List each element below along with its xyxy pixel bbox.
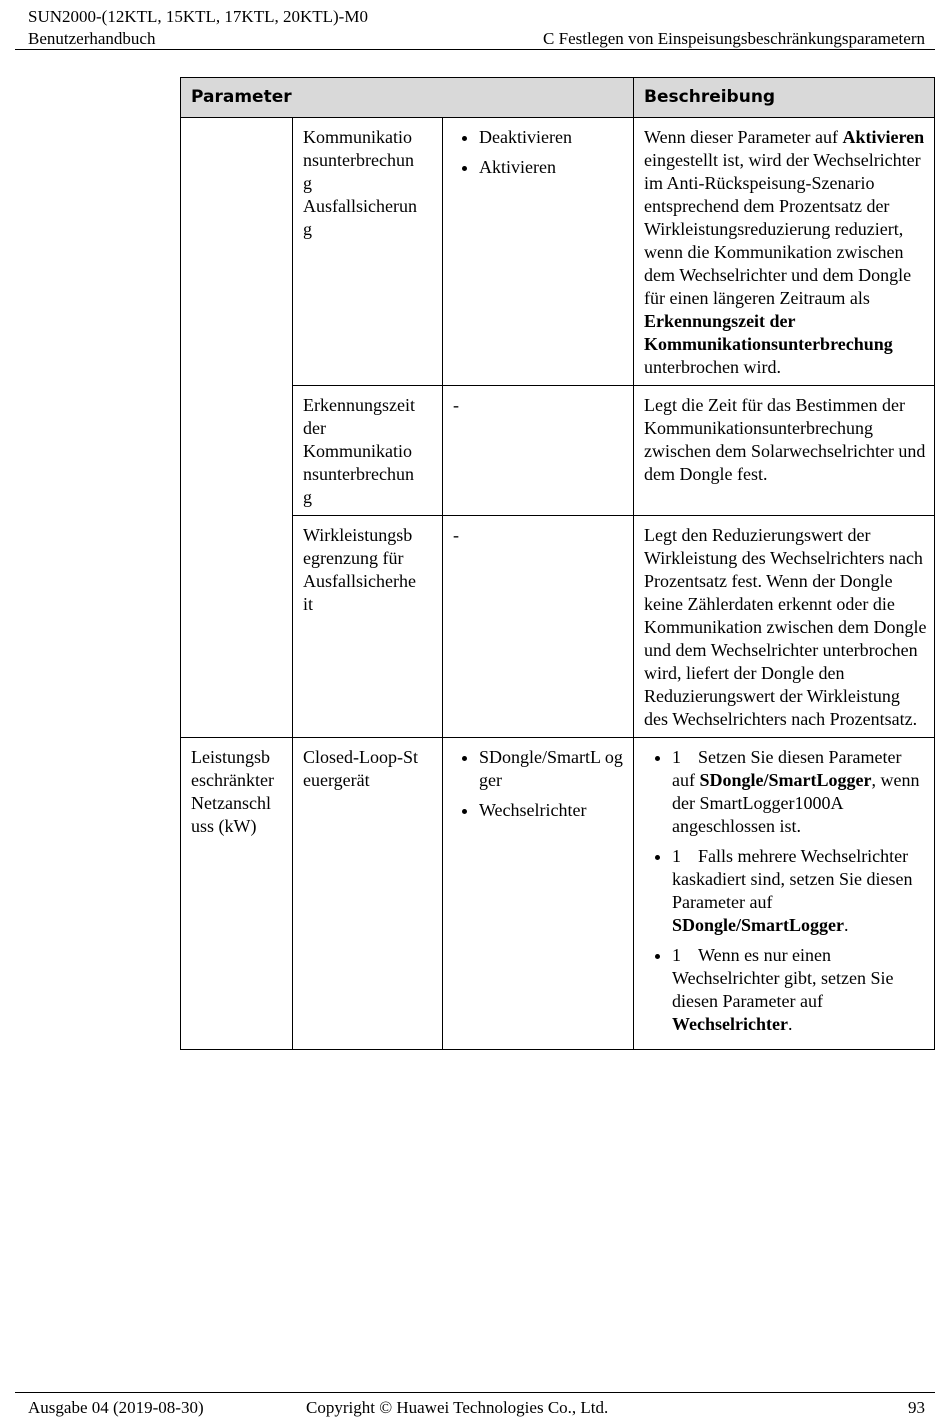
parameter-description: Wenn dieser Parameter auf Aktivieren eingestellt ist, wird der Wechselrichter im Anti-Rückspeisung-Szenario entsprechend dem Prozentsatz der Wirkleistungsreduzierung reduziert, wenn die Kommunikation zwischen dem Wechselrichter und dem Dongle für einen längeren Zeitraum als Erkennungszeit der Kommunikationsunterbrechung unterbrochen wird.	[634, 118, 935, 386]
footer-divider	[15, 1392, 935, 1393]
table-header-row	[181, 78, 935, 118]
table-row	[181, 738, 935, 1050]
parameter-table	[180, 77, 935, 1050]
option-item: • SDongle/SmartL ogger	[479, 746, 627, 792]
parameter-name: Kommunikatio nsunterbrechun g Ausfallsicherun g	[293, 118, 443, 386]
option-item: • Wechselrichter	[479, 799, 627, 822]
chapter-title: C Festlegen von Einspeisungsbeschränkungsparametern	[543, 29, 925, 48]
step-item: • 1 Wenn es nur einen Wechselrichter gibt, setzen Sie diesen Parameter auf Wechselrichter.	[672, 944, 928, 1036]
document-type: Benutzerhandbuch	[28, 29, 156, 48]
parameter-description	[634, 738, 935, 1050]
page-header	[28, 6, 935, 50]
parameter-options	[443, 118, 634, 386]
parameter-options	[443, 738, 634, 1050]
parameter-name: Erkennungszeit der Kommunikatio nsunterbrechun g	[293, 386, 443, 516]
edition-label: Ausgabe 04 (2019-08-30)	[28, 1398, 204, 1417]
table-row	[181, 386, 935, 516]
column-header-parameter: Parameter	[181, 78, 634, 118]
parameter-description: Legt die Zeit für das Bestimmen der Kommunikationsunterbrechung zwischen dem Solarwechselrichter und dem Dongle fest.	[634, 386, 935, 516]
group-cell: Leistungsb eschränkter Netzanschl uss (kW)	[181, 738, 293, 1050]
header-divider	[15, 49, 935, 50]
page-number: 93	[908, 1398, 925, 1417]
step-item: • 1 Setzen Sie diesen Parameter auf SDongle/SmartLogger, wenn der SmartLogger1000A angeschlossen ist.	[672, 746, 928, 838]
parameter-name: Closed-Loop-St euergerät	[293, 738, 443, 1050]
parameter-options: -	[443, 386, 634, 516]
option-item: • Deaktivieren	[479, 126, 627, 149]
column-header-description: Beschreibung	[634, 78, 935, 118]
parameter-options: -	[443, 516, 634, 738]
table-row	[181, 516, 935, 738]
product-title: SUN2000-(12KTL, 15KTL, 17KTL, 20KTL)-M0	[28, 7, 368, 26]
parameter-name: Wirkleistungsb egrenzung für Ausfallsicherhe it	[293, 516, 443, 738]
step-item: • 1 Falls mehrere Wechselrichter kaskadiert sind, setzen Sie diesen Parameter auf SDongle/SmartLogger.	[672, 845, 928, 937]
option-item: • Aktivieren	[479, 156, 627, 179]
copyright-label: Copyright © Huawei Technologies Co., Ltd.	[306, 1398, 609, 1417]
table-row	[181, 118, 935, 386]
parameter-description: Legt den Reduzierungswert der Wirkleistung des Wechselrichters nach Prozentsatz fest. Wenn der Dongle keine Zählerdaten erkennt oder die Kommunikation zwischen dem Dongle und dem Wechselrichter unterbrochen wird, liefert der Dongle den Reduzierungswert der Wirkleistung des Wechselrichters nach Prozentsatz.	[634, 516, 935, 738]
group-cell-empty	[181, 118, 293, 738]
